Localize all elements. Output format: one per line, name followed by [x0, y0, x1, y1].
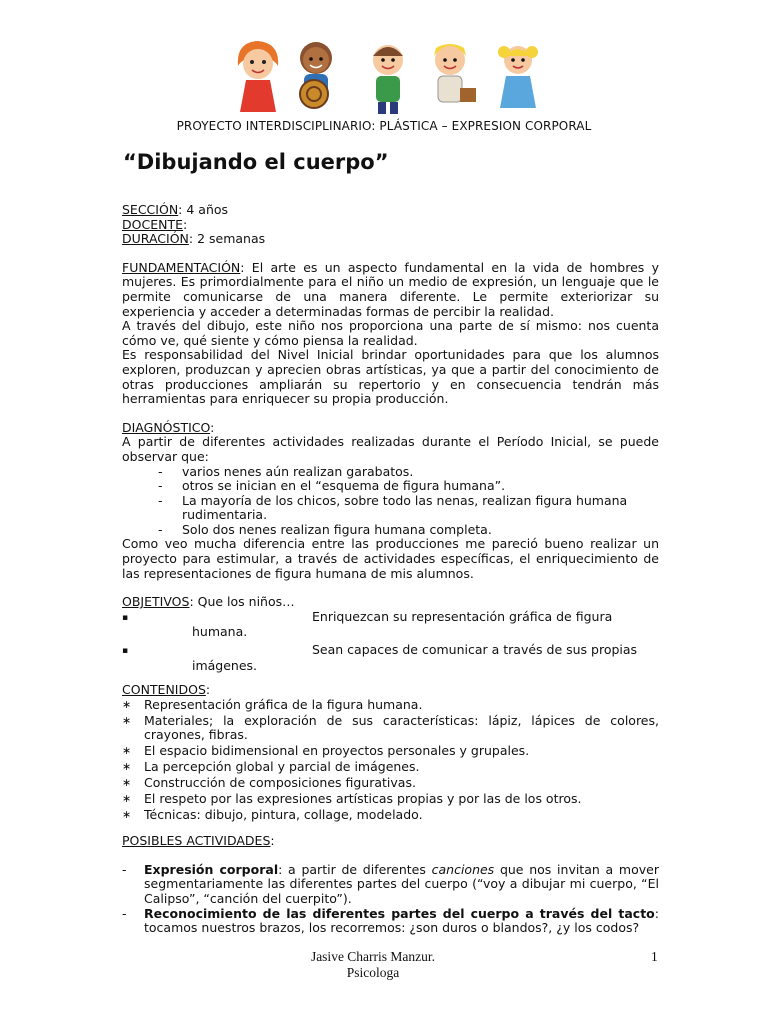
child-figure [300, 42, 332, 108]
diagnostico-outro: Como veo mucha diferencia entre las producciones me pareció bueno realizar un proyecto para estimular, a través de actividades específicas, el enriquecimiento de las representaciones de figura humana de mis alumnos. [122, 536, 659, 581]
list-item: ∗ Materiales; la exploración de sus características: lápiz, lápices de colores, crayones, fibras. [122, 712, 659, 743]
child-figure [434, 44, 476, 102]
document-body [122, 203, 659, 936]
info-docente: DOCENTE: [122, 216, 188, 232]
list-item: ∗ El espacio bidimensional en proyectos personales y grupales. [122, 743, 530, 759]
info-duracion: DURACIÓN: 2 semanas [122, 231, 266, 247]
diagnostico-intro: A partir de diferentes actividades realizadas durante el Período Inicial, se puede observar que: [122, 434, 659, 464]
children-illustration [228, 38, 546, 116]
objetivos-heading: OBJETIVOS: Que los niños… [122, 594, 295, 610]
fundamentacion-paragraph: A través del dibujo, este niño nos proporciona una parte de sí mismo: nos cuenta cómo ve, qué siente y cómo piensa la realidad. [122, 318, 659, 348]
list-item: ∗ La percepción global y parcial de imágenes. [122, 759, 420, 775]
diagnostico-heading: DIAGNÓSTICO: [122, 419, 215, 435]
list-item: - varios nenes aún realizan garabatos. [158, 463, 414, 479]
list-item: - Reconocimiento de las diferentes partes del cuerpo a través del tacto: tocamos nuestros brazos, los recorremos: ¿son duros o blandos?, ¿y los codos? [122, 905, 659, 936]
contenidos-heading: CONTENIDOS: [122, 682, 211, 698]
objetivo-cont: imágenes. [192, 657, 258, 673]
objetivo-cont: humana. [192, 624, 248, 640]
project-header: PROYECTO INTERDISCIPLINARIO: PLÁSTICA – EXPRESION CORPORAL [176, 119, 592, 133]
list-item: ▪ Enriquezcan su representación gráfica de figura [122, 608, 613, 624]
list-item: - Solo dos nenes realizan figura humana completa. [158, 521, 492, 537]
actividades-heading: POSIBLES ACTIVIDADES: [122, 833, 275, 849]
page-number: 1 [651, 949, 658, 964]
fundamentacion-paragraph: Es responsabilidad del Nivel Inicial brindar oportunidades para que los alumnos exploren, produzcan y aprecien obras artísticas, ya que a partir del conocimiento de otras producciones ampliarán su repertorio y en consecuencia tendrán más herramientas para enriquecer su propia producción. [122, 347, 659, 407]
child-figure [238, 41, 278, 112]
document-title: “Dibujando el cuerpo” [123, 150, 389, 174]
info-seccion: SECCIÓN: 4 años [122, 202, 229, 217]
list-item: - La mayoría de los chicos, sobre todo las nenas, realizan figura humana rudimentaria. [158, 492, 628, 523]
list-item: - otros se inician en el “esquema de figura humana”. [158, 478, 506, 494]
list-item: ▪ Sean capaces de comunicar a través de sus propias [122, 642, 638, 658]
fundamentacion-paragraph: FUNDAMENTACIÓN: El arte es un aspecto fundamental en la vida de hombres y mujeres. Es primordialmente para el niño un medio de expresión, un lenguaje que le permite comunicarse de una manera diferente. Le permite exteriorizar su experiencia y acceder a determinadas formas de percibir la realidad. [122, 259, 659, 319]
footer-name: Jasive Charris Manzur. [310, 949, 436, 964]
child-figure [498, 46, 538, 108]
list-item: - Expresión corporal: a partir de diferentes canciones que nos invitan a mover segmentariamente las diferentes partes del cuerpo (“voy a dibujar mi cuerpo, “El Calipso”, “canción del cuerpito”). [122, 861, 659, 907]
list-item: ∗ El respeto por las expresiones artísticas propias y por las de los otros. [122, 791, 582, 807]
child-figure [373, 45, 403, 114]
footer [300, 949, 446, 981]
footer-role: Psicologa [346, 965, 400, 980]
list-item: ∗ Construcción de composiciones figurativas. [122, 775, 416, 791]
list-item: ∗ Técnicas: dibujo, pintura, collage, modelado. [122, 807, 423, 823]
list-item: ∗ Representación gráfica de la figura humana. [122, 696, 423, 712]
